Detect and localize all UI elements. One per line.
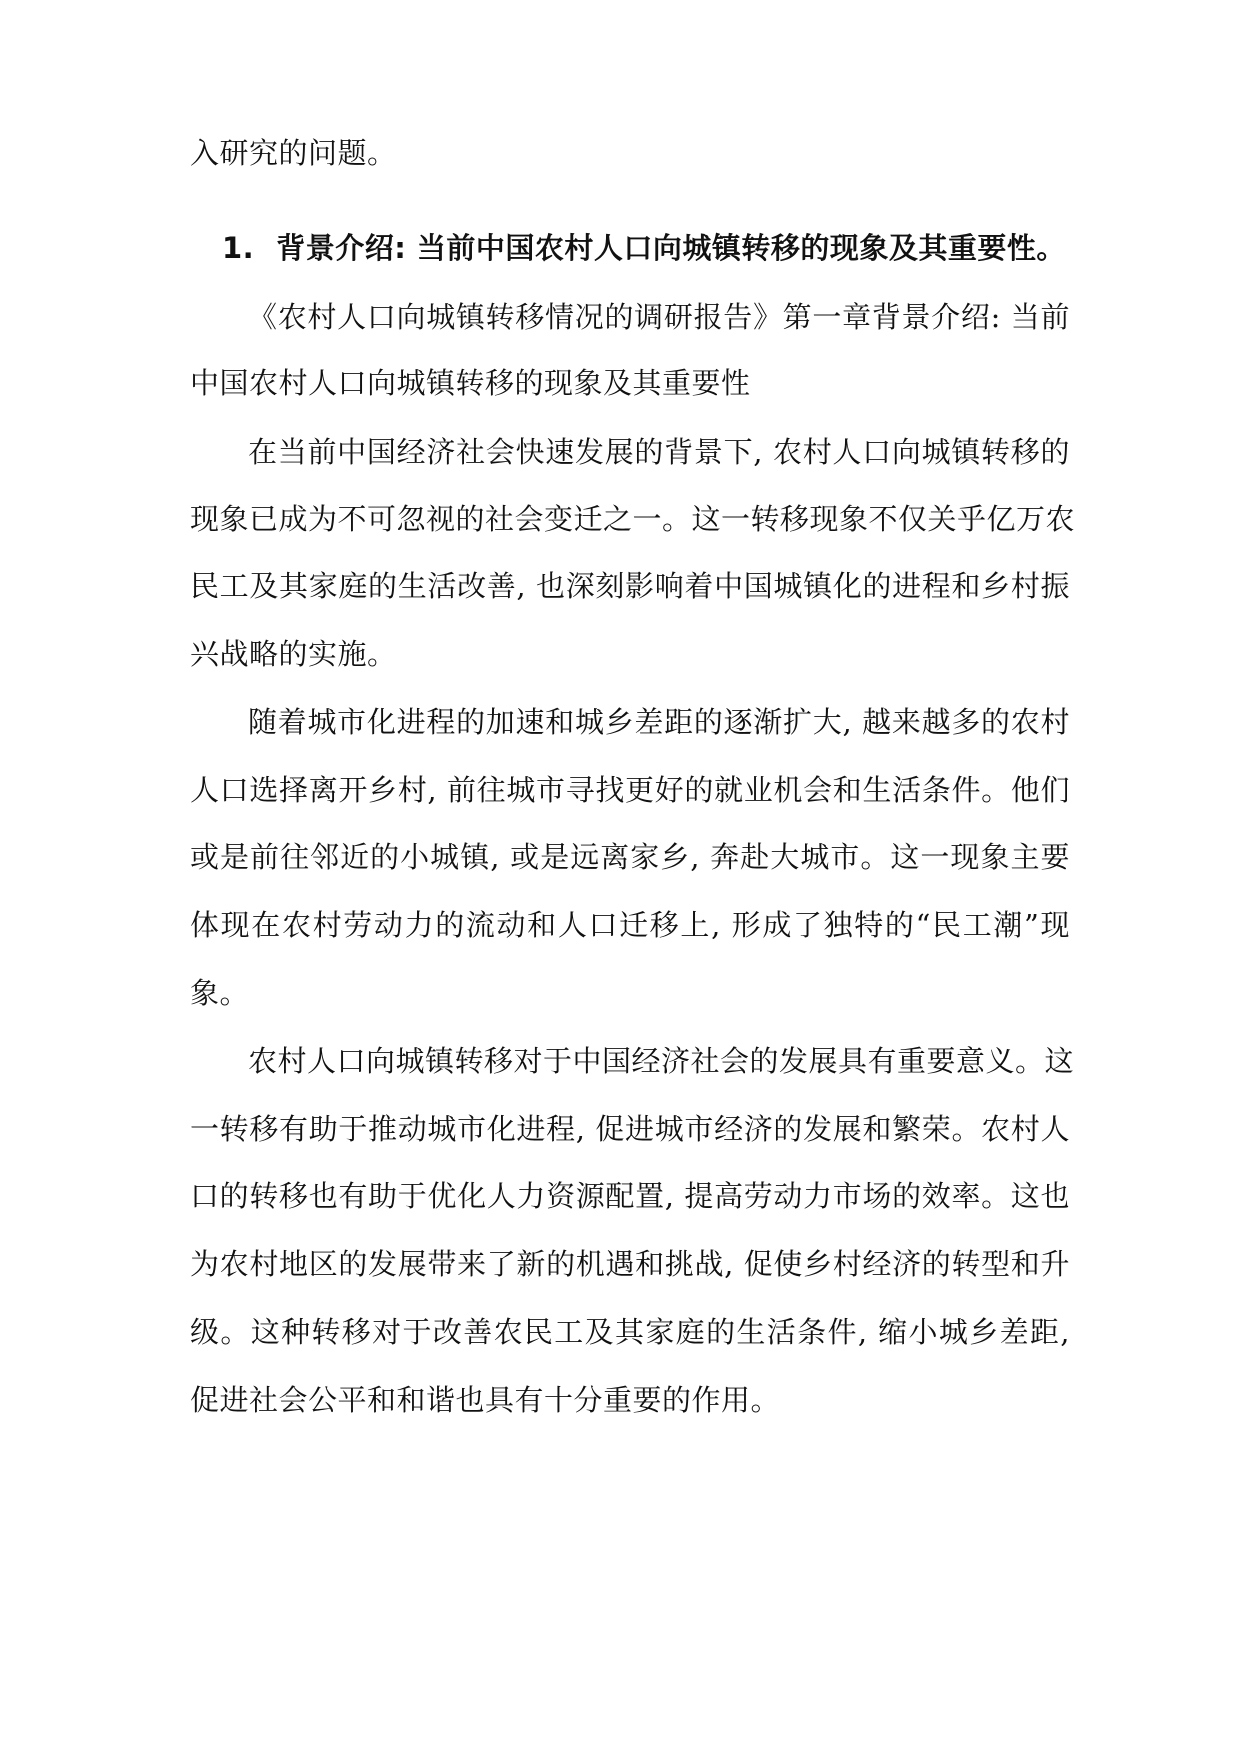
paragraph-3-line-4: 体现在农村劳动力的流动和人口迁移上, 形成了独特的“民工潮”现 [190, 908, 1070, 942]
paragraph-3-line-5: 象。 [190, 976, 250, 1010]
paragraph-2-line-3: 民工及其家庭的生活改善, 也深刻影响着中国城镇化的进程和乡村振 [190, 569, 1070, 603]
section-title: 背景介绍: 当前中国农村人口向城镇转移的现象及其重要性。 [276, 231, 1066, 265]
paragraph-4-line-1: 农村人口向城镇转移对于中国经济社会的发展具有重要意义。这 [248, 1044, 1075, 1078]
paragraph-2-line-4: 兴战略的实施。 [190, 637, 397, 671]
paragraph-4-line-4: 为农村地区的发展带来了新的机遇和挑战, 促使乡村经济的转型和升 [190, 1247, 1070, 1281]
paragraph-4-line-3: 口的转移也有助于优化人力资源配置, 提高劳动力市场的效率。这也 [190, 1179, 1070, 1213]
paragraph-3-line-2: 人口选择离开乡村, 前往城市寻找更好的就业机会和生活条件。他们 [190, 773, 1070, 807]
paragraph-1-line-2: 中国农村人口向城镇转移的现象及其重要性 [190, 366, 751, 400]
paragraph-2-line-1: 在当前中国经济社会快速发展的背景下, 农村人口向城镇转移的 [248, 435, 1070, 469]
paragraph-4-line-6: 促进社会公平和和谐也具有十分重要的作用。 [190, 1383, 781, 1417]
section-heading [222, 228, 1070, 268]
paragraph-4-line-2: 一转移有助于推动城市化进程, 促进城市经济的发展和繁荣。农村人 [190, 1112, 1070, 1146]
paragraph-3-line-1: 随着城市化进程的加速和城乡差距的逐渐扩大, 越来越多的农村 [248, 705, 1070, 739]
continuation-line: 入研究的问题。 [190, 136, 397, 170]
paragraph-4-line-5: 级。这种转移对于改善农民工及其家庭的生活条件, 缩小城乡差距, [190, 1315, 1070, 1349]
paragraph-3-line-3: 或是前往邻近的小城镇, 或是远离家乡, 奔赴大城市。这一现象主要 [190, 840, 1070, 874]
section-number: 1. [222, 231, 255, 265]
paragraph-2-line-2: 现象已成为不可忽视的社会变迁之一。这一转移现象不仅关乎亿万农 [190, 502, 1076, 536]
paragraph-1-line-1: 《农村人口向城镇转移情况的调研报告》第一章背景介绍: 当前 [248, 300, 1070, 334]
